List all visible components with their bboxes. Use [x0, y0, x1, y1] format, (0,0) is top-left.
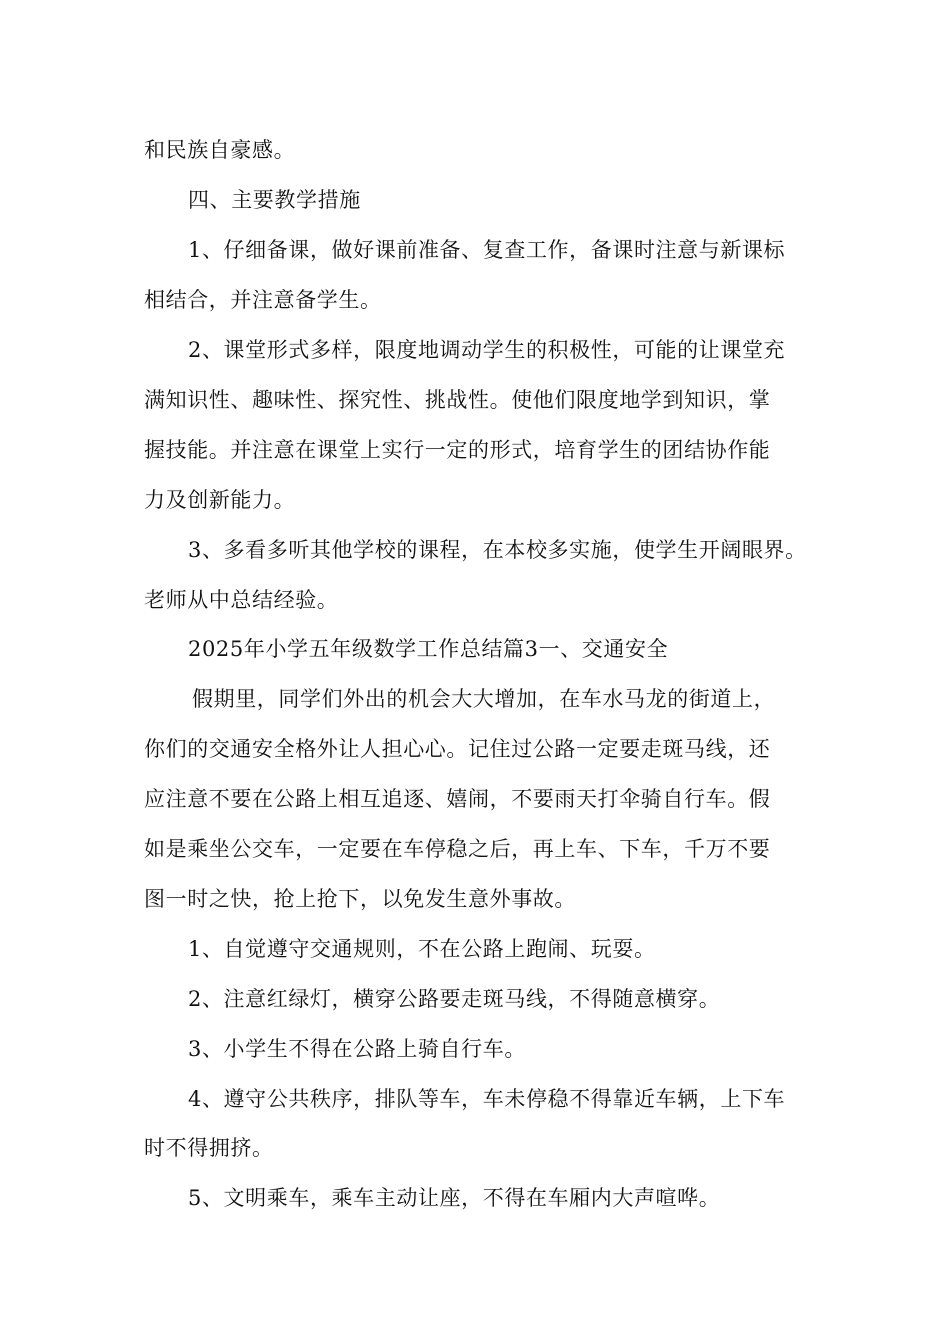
text-line — [0, 1133, 950, 1163]
line-text: 满知识性、趣味性、探究性、挑战性。使他们限度地学到知识，掌 — [144, 388, 771, 412]
list-item — [0, 1183, 950, 1213]
text-line — [0, 684, 950, 714]
section-heading — [0, 185, 950, 215]
line-text: 时不得拥挤。 — [144, 1136, 274, 1160]
text-line — [0, 435, 950, 465]
text-line — [0, 784, 950, 814]
line-text: 4、遵守公共秩序，排队等车，车未停稳不得靠近车辆，上下车 — [188, 1087, 786, 1111]
list-item — [0, 1084, 950, 1114]
text-line — [0, 535, 950, 565]
line-text: 和民族自豪感。 — [144, 138, 296, 162]
line-text: 假期里，同学们外出的机会大大增加，在车水马龙的街道上， — [192, 687, 776, 711]
line-text: 相结合，并注意备学生。 — [144, 288, 382, 312]
line-text: 1、自觉遵守交通规则，不在公路上跑闹、玩耍。 — [188, 937, 656, 961]
line-text: 2、注意红绿灯，横穿公路要走斑马线，不得随意横穿。 — [188, 987, 721, 1011]
line-text: 老师从中总结经验。 — [144, 588, 339, 612]
line-text: 握技能。并注意在课堂上实行一定的形式，培育学生的团结协作能 — [144, 438, 771, 462]
text-line — [0, 585, 950, 615]
line-text: 四、主要教学措施 — [188, 188, 361, 212]
text-line — [0, 834, 950, 864]
line-text: 3、小学生不得在公路上骑自行车。 — [188, 1037, 526, 1061]
list-item — [0, 934, 950, 964]
line-text: 你们的交通安全格外让人担心心。记住过公路一定要走斑马线，还 — [144, 737, 771, 761]
text-line — [0, 285, 950, 315]
text-line — [0, 335, 950, 365]
line-text: 2025年小学五年级数学工作总结篇3一、交通安全 — [188, 637, 669, 661]
text-line — [0, 385, 950, 415]
text-line — [0, 135, 950, 165]
line-text: 力及创新能力。 — [144, 488, 296, 512]
list-item — [0, 1034, 950, 1064]
line-text: 应注意不要在公路上相互追逐、嬉闹，不要雨天打伞骑自行车。假 — [144, 787, 771, 811]
text-line — [0, 235, 950, 265]
section-heading — [0, 634, 950, 664]
line-text: 1、仔细备课，做好课前准备、复查工作，备课时注意与新课标 — [188, 238, 786, 262]
line-text: 如是乘坐公交车，一定要在车停稳之后，再上车、下车，千万不要 — [144, 837, 771, 861]
text-line — [0, 884, 950, 914]
list-item — [0, 984, 950, 1014]
text-line — [0, 485, 950, 515]
line-text: 图一时之快，抢上抢下，以免发生意外事故。 — [144, 887, 576, 911]
line-text: 3、多看多听其他学校的课程，在本校多实施，使学生开阔眼界。 — [188, 538, 807, 562]
text-line — [0, 734, 950, 764]
line-text: 2、课堂形式多样，限度地调动学生的积极性，可能的让课堂充 — [188, 338, 786, 362]
line-text: 5、文明乘车，乘车主动让座，不得在车厢内大声喧哗。 — [188, 1186, 721, 1210]
